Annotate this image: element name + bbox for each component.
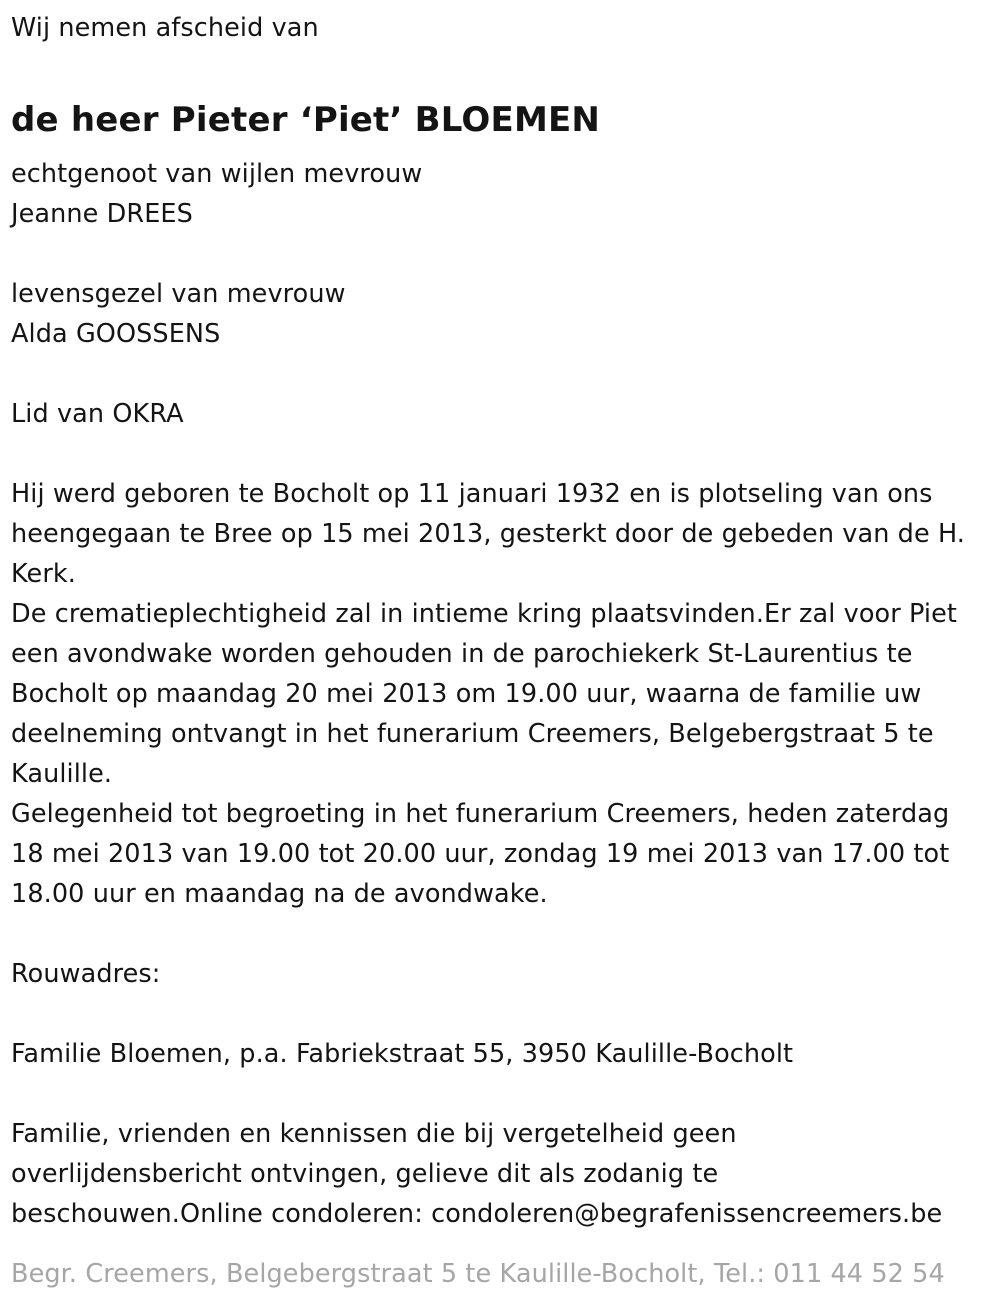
membership-text: Lid van OKRA <box>11 399 184 429</box>
spouse-name: Jeanne DREES <box>11 199 193 229</box>
body-line: De crematieplechtigheid zal in intieme kring plaatsvinden.Er zal voor Piet <box>11 599 957 629</box>
closing-line: Familie, vrienden en kennissen die bij vergetelheid geen <box>11 1119 737 1149</box>
closing-line: beschouwen.Online condoleren: condoleren@begrafenissencreemers.be <box>11 1199 943 1229</box>
deceased-name: de heer Pieter ‘Piet’ BLOEMEN <box>11 100 601 140</box>
spacer <box>11 914 996 954</box>
spacer <box>11 354 996 394</box>
body-line: heengegaan te Bree op 15 mei 2013, gesterkt door de gebeden van de H. <box>11 519 965 549</box>
body-line: Hij werd geboren te Bocholt op 11 januari 1932 en is plotseling van ons <box>11 479 933 509</box>
spacer <box>11 994 996 1034</box>
body-line: 18 mei 2013 van 19.00 tot 20.00 uur, zondag 19 mei 2013 van 17.00 tot <box>11 839 950 869</box>
rouwadres-address: Familie Bloemen, p.a. Fabriekstraat 55, 3950 Kaulille-Bocholt <box>11 1039 794 1069</box>
body-line: een avondwake worden gehouden in de parochiekerk St-Laurentius te <box>11 639 913 669</box>
death-notice <box>11 8 996 1234</box>
closing-line: overlijdensbericht ontvingen, gelieve dit als zodanig te <box>11 1159 719 1189</box>
body-line: Gelegenheid tot begroeting in het funerarium Creemers, heden zaterdag <box>11 799 950 829</box>
spacer <box>11 434 996 474</box>
body-line: deelneming ontvangt in het funerarium Creemers, Belgebergstraat 5 te <box>11 719 934 749</box>
body-line: Bocholt op maandag 20 mei 2013 om 19.00 uur, waarna de familie uw <box>11 679 922 709</box>
partner-name: Alda GOOSSENS <box>11 319 221 349</box>
funeral-home-footer: Begr. Creemers, Belgebergstraat 5 te Kaulille-Bocholt, Tel.: 011 44 52 54 <box>11 1259 945 1289</box>
body-line: Kerk. <box>11 559 76 589</box>
spacer <box>11 1074 996 1114</box>
partner-line-1: levensgezel van mevrouw <box>11 279 346 309</box>
spacer <box>11 234 996 274</box>
intro-text: Wij nemen afscheid van <box>11 13 319 43</box>
body-paragraph <box>11 474 996 914</box>
body-line: 18.00 uur en maandag na de avondwake. <box>11 879 548 909</box>
body-line: Kaulille. <box>11 759 113 789</box>
rouwadres-label: Rouwadres: <box>11 959 161 989</box>
closing-paragraph <box>11 1114 996 1234</box>
spouse-line-1: echtgenoot van wijlen mevrouw <box>11 159 423 189</box>
